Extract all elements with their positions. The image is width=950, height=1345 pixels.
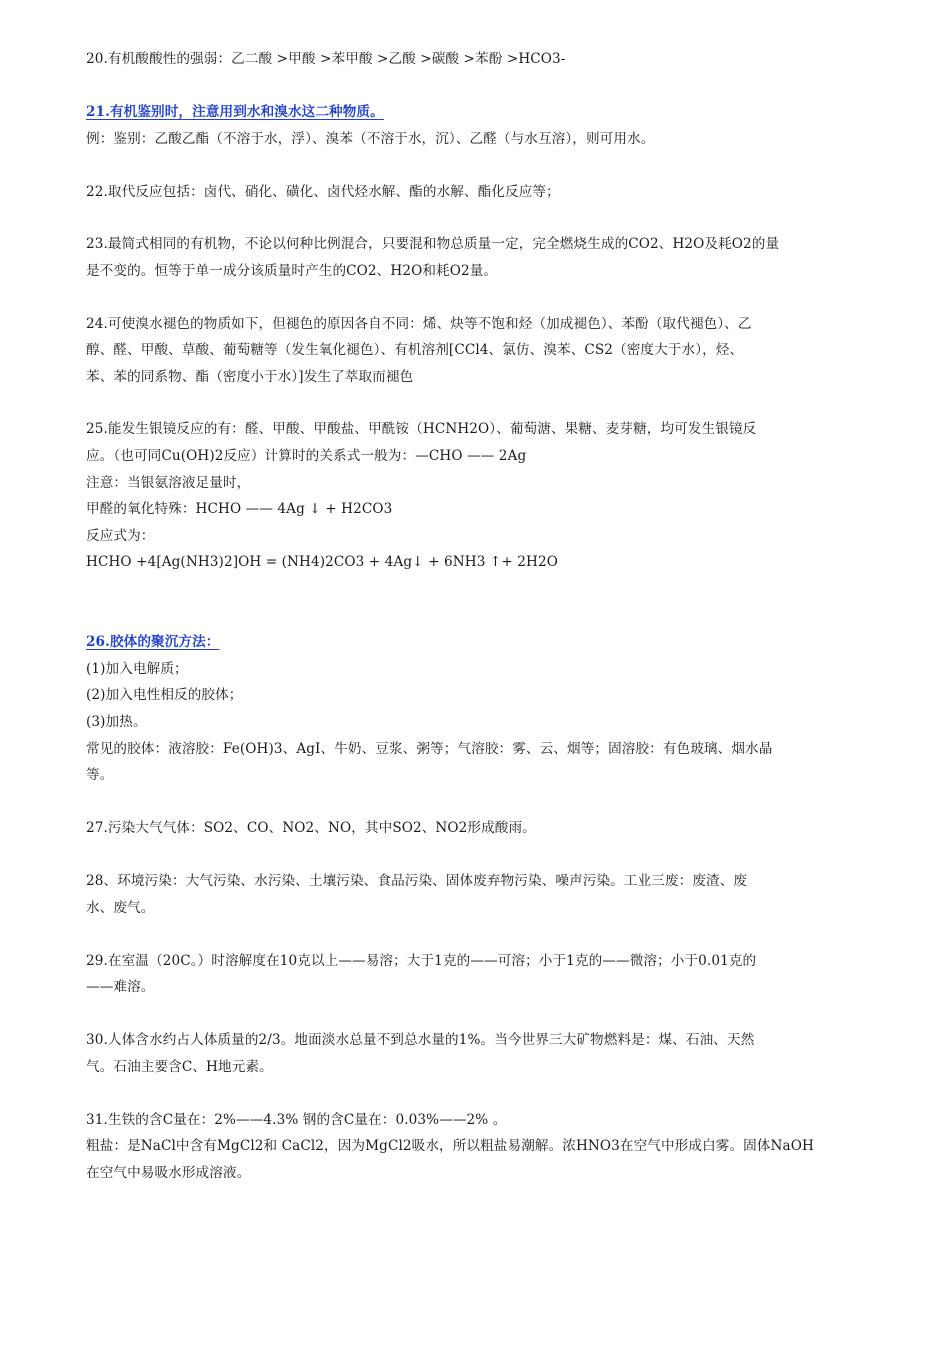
- item-31-line3: 在空气中易吸水形成溶液。: [86, 1165, 251, 1181]
- item-25-line1: 25.能发生银镜反应的有：醛、甲酸、甲酸盐、甲酰铵（HCNH2O）、葡萄溏、果糖、麦芽糖，均可发生银镜反: [86, 421, 757, 437]
- item-29-line2: ——难溶。: [86, 979, 155, 995]
- item-25-note: 注意：当银氨溶液足量时，: [86, 475, 251, 491]
- item-24-line3: 苯、苯的同系物、酯（密度小于水）]发生了萃取而褪色: [86, 369, 414, 385]
- item-25-formaldehyde: 甲醛的氧化特殊：HCHO —— 4Ag ↓ + H2CO3: [86, 501, 393, 517]
- item-30-line1: 30.人体含水约占人体质量的2/3。地面淡水总量不到总水量的1%。当今世界三大矿物燃料是：煤、石油、天然: [86, 1032, 755, 1048]
- item-31-line1: 31.生铁的含C量在：2%——4.3% 钢的含C量在：0.03%——2% 。: [86, 1112, 507, 1128]
- item-21-heading: 21.有机鉴别时，注意用到水和溴水这二种物质。: [86, 104, 384, 120]
- item-29-line1: 29.在室温（20C。）时溶解度在10克以上——易溶；大于1克的——可溶；小于1克的——微溶；小于0.01克的: [86, 953, 757, 969]
- item-25-reaction-label: 反应式为：: [86, 528, 155, 544]
- item-26-method-2: (2)加入电性相反的胶体；: [86, 687, 243, 703]
- item-30-line2: 气。石油主要含C、H地元素。: [86, 1059, 273, 1075]
- item-23-line2: 是不变的。恒等于单一成分该质量时产生的CO2、H2O和耗O2量。: [86, 263, 498, 279]
- item-26-heading: 26.胶体的聚沉方法：: [86, 634, 220, 650]
- item-20: 20.有机酸酸性的强弱：乙二酸 >甲酸 >苯甲酸 >乙酸 >碳酸 >苯酚 >HCO3-: [86, 51, 566, 67]
- item-24-line1: 24.可使溴水褪色的物质如下，但褪色的原因各自不同：烯、炔等不饱和烃（加成褪色）、苯酚（取代褪色）、乙: [86, 316, 752, 332]
- item-31-line2: 粗盐：是NaCl中含有MgCl2和 CaCl2，因为MgCl2吸水，所以粗盐易潮解。浓HNO3在空气中形成白雾。固体NaOH: [86, 1138, 814, 1154]
- item-21-example: 例：鉴别：乙酸乙酯（不溶于水，浮）、溴苯（不溶于水，沉）、乙醛（与水互溶），则可用水。: [86, 131, 655, 147]
- item-28-line2: 水、废气。: [86, 900, 155, 916]
- item-26-method-3: (3)加热。: [86, 714, 147, 730]
- watermark: [300, 560, 680, 800]
- item-22: 22.取代反应包括：卤代、硝化、磺化、卤代烃水解、酯的水解、酯化反应等；: [86, 184, 560, 200]
- item-25-line2: 应。（也可同Cu(OH)2反应）计算时的关系式一般为：—CHO —— 2Ag: [86, 448, 527, 464]
- item-23-line1: 23.最简式相同的有机物，不论以何种比例混合，只要混和物总质量一定，完全燃烧生成的CO2、H2O及耗O2的量: [86, 236, 780, 252]
- item-28-line1: 28、环境污染：大气污染、水污染、土壤污染、食品污染、固体废弃物污染、噪声污染。工业三废：废渣、废: [86, 873, 748, 889]
- item-26-colloids-line1: 常见的胶体：液溶胶：Fe(OH)3、AgI、牛奶、豆浆、粥等；气溶胶：雾、云、烟等；固溶胶：有色玻璃、烟水晶: [86, 741, 773, 757]
- item-26-colloids-line2: 等。: [86, 767, 114, 783]
- item-24-line2: 醇、醛、甲酸、草酸、葡萄糖等（发生氧化褪色）、有机溶剂[CCl4、氯仿、溴苯、CS2（密度大于水），烃、: [86, 342, 744, 358]
- item-27: 27.污染大气气体：SO2、CO、NO2、NO，其中SO2、NO2形成酸雨。: [86, 820, 536, 836]
- item-26-method-1: (1)加入电解质；: [86, 661, 188, 677]
- item-25-reaction-equation: HCHO +4[Ag(NH3)2]OH = (NH4)2CO3 + 4Ag↓ + 6NH3 ↑+ 2H2O: [86, 554, 558, 570]
